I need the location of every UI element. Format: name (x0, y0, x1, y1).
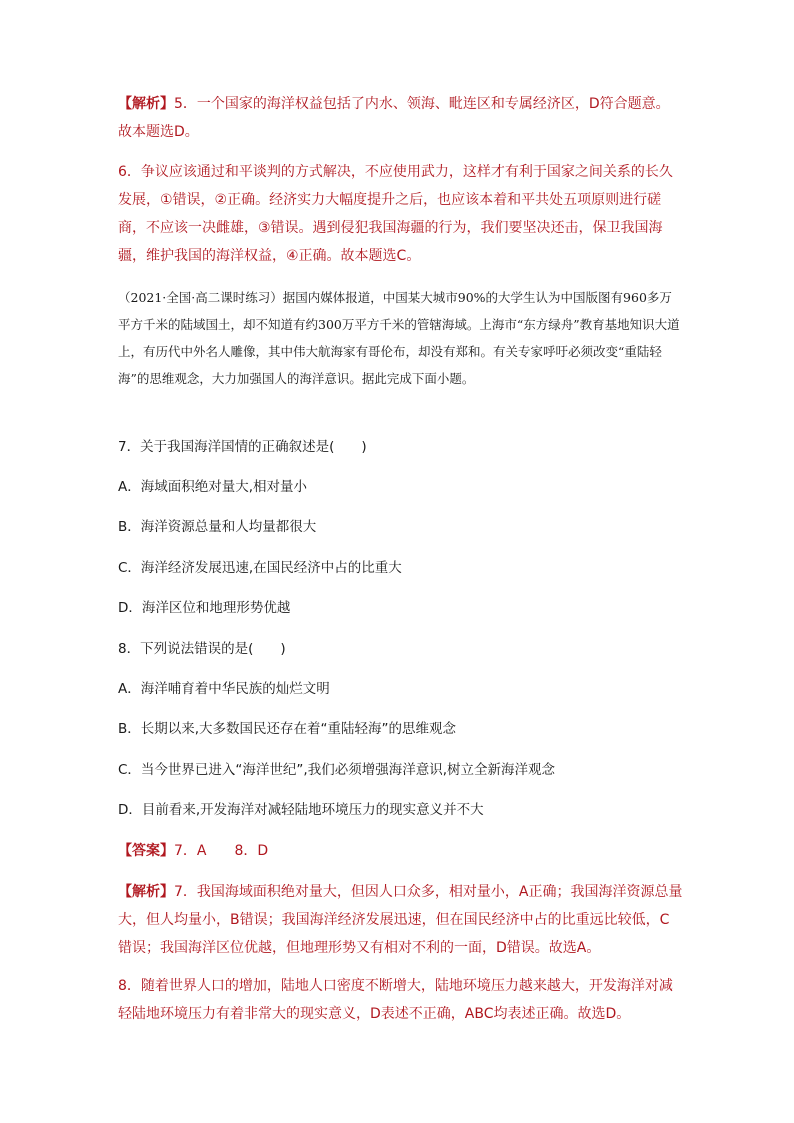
analysis-8-text: 8．随着世界人口的增加，陆地人口密度不断增大，陆地环境压力越来越大，开发海洋对减轻陆地环境压力有着非常大的现实意义，D表述不正确，ABC均表述正确。故选D。 (118, 978, 673, 1022)
question-8-option-b: B．长期以来,大多数国民还存在着“重陆轻海”的思维观念 (118, 721, 457, 737)
question-7-option-c: C．海洋经济发展迅速,在国民经济中占的比重大 (118, 560, 402, 576)
analysis-8 (118, 972, 683, 1028)
answer-line (118, 837, 683, 865)
question-8-option-c: C．当今世界已进入“海洋世纪”,我们必须增强海洋意识,树立全新海洋观念 (118, 762, 555, 778)
analysis-7 (118, 878, 683, 962)
analysis-tag: 【解析】 (118, 96, 174, 112)
analysis-tag: 【解析】 (118, 884, 174, 900)
analysis-6-text: 6．争议应该通过和平谈判的方式解决，不应使用武力，这样才有利于国家之间关系的长久发展，①错误，②正确。经济实力大幅度提升之后，也应该本着和平共处五项原则进行磋商，不应该一决雌雄，③错误。遇到侵犯我国海疆的行为，我们要坚决还击，保卫我国海疆，维护我国的海洋权益，④正确。故本题选C。 (118, 164, 673, 264)
question-8-option-a: A．海洋哺育着中华民族的灿烂文明 (118, 681, 330, 697)
reading-passage (118, 284, 683, 392)
question-7-option-d: D．海洋区位和地理形势优越 (118, 600, 291, 616)
question-8-option-d: D．目前看来,开发海洋对减轻陆地环境压力的现实意义并不大 (118, 802, 484, 818)
answer-tag: 【答案】 (118, 843, 174, 859)
analysis-5-text: 5．一个国家的海洋权益包括了内水、领海、毗连区和专属经济区，D符合题意。故本题选D。 (118, 96, 670, 140)
question-7-option-b: B．海洋资源总量和人均量都很大 (118, 519, 317, 535)
analysis-6 (118, 158, 683, 270)
analysis-7-text: 7．我国海域面积绝对量大，但因人口众多，相对量小，A正确；我国海洋资源总量大，但人均量小，B错误；我国海洋经济发展迅速，但在国民经济中占的比重远比较低，C错误；我国海洋区位优越，但地理形势又有相对不利的一面，D错误。故选A。 (118, 884, 683, 956)
question-7-stem: 7．关于我国海洋国情的正确叙述是( ) (118, 439, 367, 455)
passage-text: （2021·全国·高二课时练习）据国内媒体报道，中国某大城市90%的大学生认为中国版图有960多万平方千米的陆域国土，却不知道有约300万平方千米的管辖海域。上海市“东方绿舟”教育基地知识大道上，有历代中外名人雕像，其中伟大航海家有哥伦布，却没有郑和。有关专家呼吁必须改变“重陆轻海”的思维观念，大力加强国人的海洋意识。据此完成下面小题。 (118, 290, 680, 386)
question-7-option-a: A．海域面积绝对量大,相对量小 (118, 479, 308, 495)
question-8-stem: 8．下列说法错误的是( ) (118, 641, 286, 657)
answer-text: 7．A 8．D (174, 843, 269, 859)
analysis-5 (118, 90, 683, 146)
